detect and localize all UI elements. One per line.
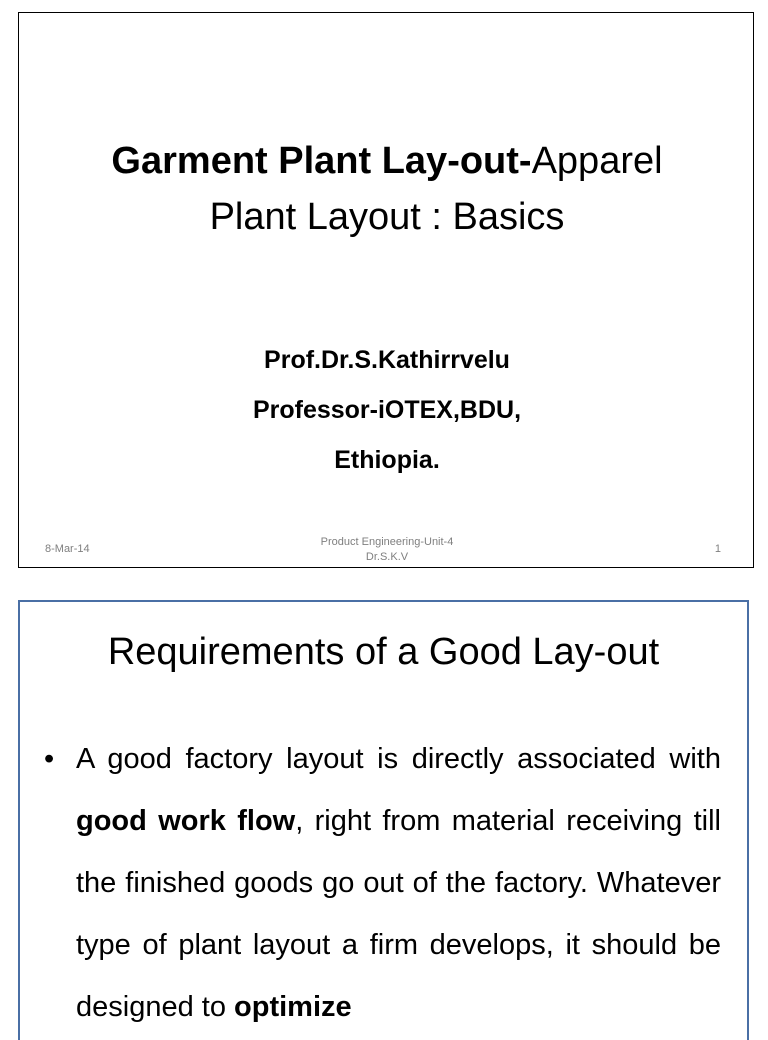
para-text-2: , right from material receiving till the finished goods go out of the factory. Whatever type of plant layout a firm develops, it should be designed to [76,805,721,1023]
footer-center [19,535,755,565]
title-line-2: Plant Layout : Basics [209,196,565,238]
slide-2 [18,600,749,1040]
author-name: Prof.Dr.S.Kathirrvelu [264,346,510,374]
para-text-1: A good factory layout is directly associated with [76,743,721,775]
title-regular-part: Apparel [531,140,663,182]
para-bold-1: good work flow [76,805,296,837]
slide-2-paragraph [76,728,721,1038]
para-bold-2: optimize [234,991,352,1023]
bullet-icon: • [44,743,55,775]
author-affiliation: Professor-iOTEX,BDU, [252,396,522,424]
author-block [19,335,755,485]
slide-1 [18,12,754,568]
title-bold-part: Garment Plant Lay-out- [111,140,532,182]
footer-date: 8-Mar-14 [45,543,90,555]
footer-page-number: 1 [714,543,721,555]
footer-course: Product Engineering-Unit-4 [320,536,454,548]
author-country: Ethiopia. [334,446,440,474]
footer-author-initials: Dr.S.K.V [365,551,409,563]
slide-1-title [19,133,755,245]
slide-2-title: Requirements of a Good Lay-out [107,631,660,673]
